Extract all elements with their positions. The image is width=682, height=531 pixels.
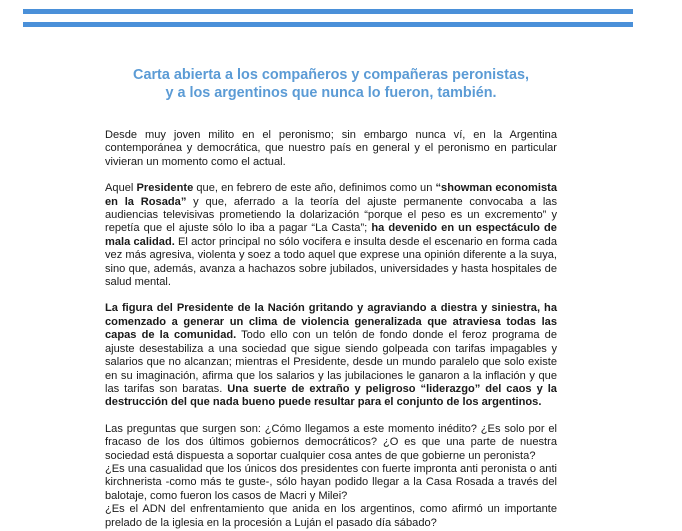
title-line-2: y a los argentinos que nunca lo fueron, también. <box>165 85 497 101</box>
p2-text-g: El actor principal no sólo vocifera e insulta desde el escenario en forma cada vez más agresiva, violenta y soez a todo aquel que exprese una opinión diferente a la suya, sino que, además, avanza a hachazos sobre jubilados, universidades y hasta hospitales de salud mental. <box>105 235 557 289</box>
paragraph-3 <box>105 302 557 409</box>
p3-bold-figura: La figura del Presidente de la Nación gritando y agraviando a diestra y siniestra, ha comenzado a generar un clima de violencia generalizada que atraviesa todas las capas de la comunidad. <box>105 302 557 342</box>
letter-body <box>105 66 557 530</box>
p3-text-b: Todo ello con un telón de fondo donde el feroz programa de ajuste desestabiliza a una sociedad que sigue siendo golpeada con tarifas impagables y salarios que no alcanzan; mientras el Presidente, desde un mundo paralelo que solo existe en su imaginación, afirma que los salarios y las jubilaciones le ganaron a la inflación y que las tarifas son baratas. <box>105 329 557 395</box>
p2-bold-showman: “showman economista en la Rosada” <box>105 182 557 208</box>
top-stripe <box>23 9 633 14</box>
p2-text-a: Aquel <box>105 182 137 195</box>
p2-bold-presidente: Presidente <box>136 182 194 195</box>
paragraph-4 <box>105 423 557 530</box>
p2-text-c: que, en febrero de este año, definimos como un <box>193 182 436 195</box>
paragraph-1: Desde muy joven milito en el peronismo; sin embargo nunca ví, en la Argentina contemporánea y democrática, que nuestro país en general y el peronismo en particular vivieran un momento como el actual. <box>105 129 557 168</box>
letter-title <box>105 66 557 102</box>
question-3: ¿Es el ADN del enfrentamiento que anida en los argentinos, como afirmó un importante prelado de la iglesia en la procesión a Luján el pasado día sábado? <box>105 503 557 529</box>
question-1: Las preguntas que surgen son: ¿Cómo llegamos a este momento inédito? ¿Es solo por el fracaso de los dos últimos gobiernos democráticos? ¿O es que una parte de nuestra sociedad está dispuesta a soportar cualquier cosa antes de que gobierne un peronista? <box>105 422 557 462</box>
p2-bold-espectaculo: ha devenido en un espectáculo de mala calidad. <box>105 222 557 248</box>
second-stripe <box>23 22 633 27</box>
paragraph-2 <box>105 182 557 289</box>
title-line-1: Carta abierta a los compañeros y compañeras peronistas, <box>133 67 529 83</box>
p2-text-e: y que, aferrado a la teoría del ajuste permanente convocaba a las audiencias televisivas prometiendo la dolarización “porque el peso es un excremento” y repetía que el ajuste sólo lo iba a pagar “La Casta”; <box>105 195 558 235</box>
question-2: ¿Es una casualidad que los únicos dos presidentes con fuerte impronta anti peronista o anti kirchnerista -como más te guste-, sólo hayan podido llegar a la Casa Rosada a través del balotaje, como fueron los casos de Macri y Milei? <box>105 462 557 502</box>
p3-bold-liderazgo: Una suerte de extraño y peligroso “liderazgo” del caos y la destrucción del que nada bueno puede resultar para el conjunto de los argentinos. <box>105 382 557 409</box>
